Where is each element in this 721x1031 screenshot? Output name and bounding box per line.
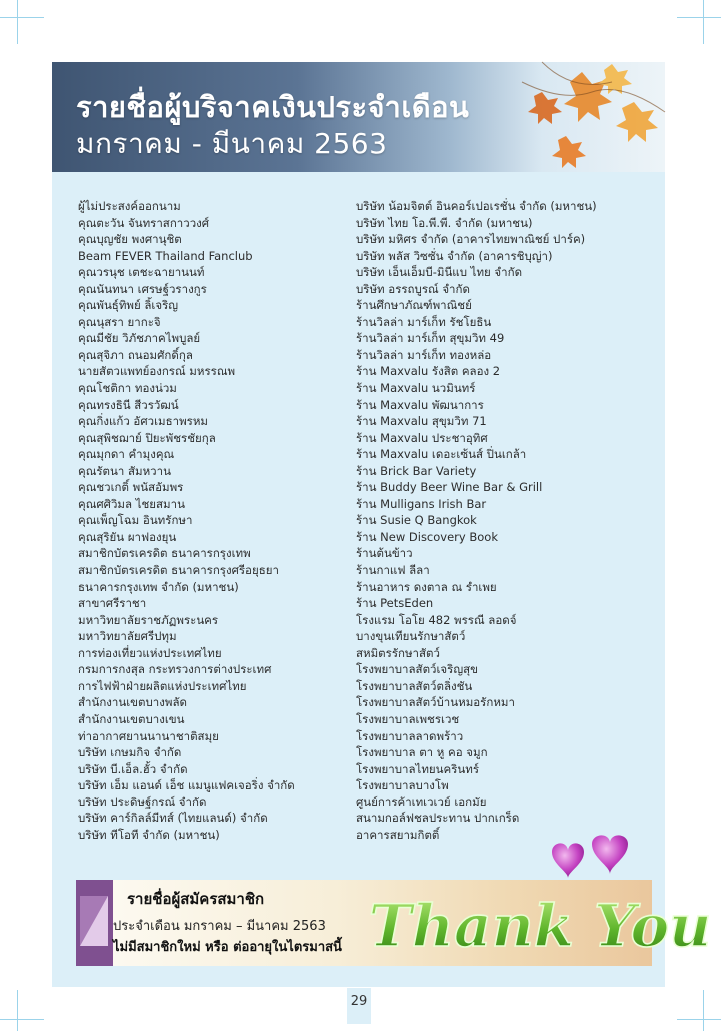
donor-item: คุณสุจิภา ถนอมศักดิ์กุล — [78, 347, 193, 362]
crop-mark-top-left-h — [0, 17, 44, 18]
donor-item: สหมิตรรักษาสัตว์ — [356, 645, 440, 660]
donor-item: ร้าน Maxvalu นวมินทร์ — [356, 381, 476, 396]
donor-item: คุณรัตนา สัมหวาน — [78, 463, 171, 478]
donor-item: ร้านต้นข้าว — [356, 546, 413, 561]
donor-list-left — [78, 198, 295, 843]
donor-list-right — [356, 198, 597, 843]
donor-item: โรงพยาบาลสัตว์ตลิ่งชัน — [356, 678, 473, 693]
members-period: ประจำเดือน มกราคม – มีนาคม 2563 — [113, 919, 326, 934]
donor-item: คุณนุสรา ยากะจิ — [78, 314, 161, 329]
donor-item: คุณศศิวิมล ไชยสมาน — [78, 496, 185, 511]
donor-item: บริษัท อรรถบูรณ์ จำกัด — [356, 281, 470, 296]
donor-item: อาคารสยามกิตติ์ — [356, 827, 440, 842]
donor-item: บริษัท ทีโอที จำกัด (มหาชน) — [78, 827, 220, 842]
donor-item: สมาชิกบัตรเครดิต ธนาคารกรุงเทพ — [78, 546, 251, 561]
donor-item: โรงพยาบาลบางโพ — [356, 778, 449, 793]
donor-item: คุณมุกดา คำมุงคุณ — [78, 447, 175, 462]
crop-mark-bottom-right-h — [677, 1019, 721, 1020]
donor-item: ร้าน Mulligans Irish Bar — [356, 496, 487, 511]
page-number: 29 — [350, 994, 368, 1009]
triangle-emblem-icon — [76, 880, 113, 966]
donor-item: คุณบุญชัย พงศานุชิต — [78, 232, 182, 247]
members-title: รายชื่อผู้สมัครสมาชิก — [127, 890, 265, 908]
donor-item: ร้าน New Discovery Book — [356, 529, 498, 544]
donor-item: คุณนันทนา เศรษฐ์วรางกูร — [78, 281, 207, 296]
donor-item: ธนาคารกรุงเทพ จำกัด (มหาชน) — [78, 579, 239, 594]
crop-mark-top-right-v — [703, 0, 704, 44]
donor-item: บริษัท เกษมกิจ จำกัด — [78, 745, 182, 760]
donor-item: บริษัท คาร์กิลล์มีทส์ (ไทยแลนด์) จำกัด — [78, 811, 268, 826]
donor-item: โรงพยาบาลเพชรเวช — [356, 711, 460, 726]
donor-item: คุณกิ่งแก้ว อัศวเมธาพรหม — [78, 414, 208, 429]
autumn-leaves-icon — [522, 62, 665, 172]
donor-item: สมาชิกบัตรเครดิต ธนาคารกรุงศรีอยุธยา — [78, 563, 279, 578]
donor-item: ร้านวิลล่า มาร์เก็ท สุขุมวิท 49 — [356, 331, 505, 346]
donor-item: ผู้ไม่ประสงค์ออกนาม — [78, 199, 181, 213]
donor-item: คุณชวเกติ์ พนัสอัมพร — [78, 480, 184, 495]
donor-item: คุณทรงธินี สีวรวัฒน์ — [78, 397, 179, 412]
donor-item: โรงแรม โอโย 482 พรรณี ลอดจ์ — [356, 612, 517, 627]
donor-item: โรงพยาบาล ตา หู คอ จมูก — [356, 745, 488, 760]
page-number-box — [347, 988, 371, 1024]
crop-mark-bottom-left-h — [0, 1019, 44, 1020]
donor-item: ท่าอากาศยานนานาชาติสมุย — [78, 728, 219, 743]
donor-item: คุณพันธุ์ทิพย์ ลิ้เจริญ — [78, 298, 179, 313]
donor-item: บริษัท พลัส วิซซั่น จำกัด (อาคารชิบุญ่า) — [356, 248, 553, 263]
donor-item: ร้าน Brick Bar Variety — [356, 463, 477, 478]
crop-mark-top-right-h — [677, 17, 721, 18]
crop-mark-top-left-v — [17, 0, 18, 44]
donor-item: บางขุนเทียนรักษาสัตว์ — [356, 629, 466, 644]
donor-item: สำนักงานเขตบางเขน — [78, 711, 185, 726]
page-title: รายชื่อผู้บริจาคเงินประจำเดือน — [76, 90, 470, 124]
donor-item: มหาวิทยาลัยราชภัฏพระนคร — [78, 612, 219, 627]
donor-item: โรงพยาบาลไทยนครินทร์ — [356, 761, 480, 776]
page-subtitle: มกราคม - มีนาคม 2563 — [76, 127, 388, 160]
donor-item: การไฟฟ้าฝ่ายผลิตแห่งประเทศไทย — [78, 678, 247, 693]
donor-item: โรงพยาบาลลาดพร้าว — [356, 728, 464, 743]
thank-you-text: Thank You — [368, 892, 712, 960]
donor-item: ร้าน Buddy Beer Wine Bar & Grill — [356, 480, 543, 495]
donor-item: ร้าน Susie Q Bangkok — [356, 513, 477, 528]
donor-item: บริษัท ไทย โอ.พี.พี. จำกัด (มหาชน) — [356, 215, 533, 230]
donor-item: มหาวิทยาลัยศรีปทุม — [78, 629, 177, 644]
donor-item: ร้าน Maxvalu ประชาอุทิศ — [356, 430, 488, 445]
donor-item: การท่องเที่ยวแห่งประเทศไทย — [78, 645, 222, 660]
donor-item: โรงพยาบาลสัตว์เจริญสุข — [356, 662, 479, 677]
donor-item: บริษัท มหิศร จำกัด (อาคารไทยพาณิชย์ ปาร์ค) — [356, 232, 586, 247]
donor-item: บริษัท น้อมจิตต์ อินคอร์เปอเรชั่น จำกัด (มหาชน) — [356, 199, 597, 213]
donor-item: คุณวรนุช เตชะฉายานนท์ — [78, 265, 205, 280]
donor-item: ร้านวิลล่า มาร์เก็ท ทองหล่อ — [356, 347, 492, 362]
donor-item: บริษัท บี.เอ็ล.ฮั้ว จำกัด — [78, 761, 188, 776]
donor-item: คุณโชติกา ทองน่วม — [78, 381, 177, 396]
donor-item: ร้าน Maxvalu สุขุมวิท 71 — [356, 414, 487, 429]
donor-item: บริษัท เอ็ม แอนด์ เอ็ช แมนูแฟคเจอริ่ง จำกัด — [78, 778, 295, 793]
donor-item: คุณตะวัน จันทราสกาววงศ์ — [78, 215, 210, 230]
donor-item: ศูนย์การค้าเทเวเวย์ เอกมัย — [356, 794, 487, 809]
donor-item: กรมการกงสุล กระทรวงการต่างประเทศ — [78, 662, 272, 677]
donor-item: คุณมีชัย วิภัชภาคไพบูลย์ — [78, 331, 201, 346]
donor-item: Beam FEVER Thailand Fanclub — [78, 248, 253, 263]
donor-item: ร้านศึกษาภัณฑ์พาณิชย์ — [356, 298, 472, 313]
thank-you-graphic — [368, 880, 712, 970]
donor-item: ร้านอาหาร ดงตาล ณ รำเพย — [356, 579, 497, 594]
donor-item: ร้าน Maxvalu รังสิต คลอง 2 — [356, 364, 501, 379]
hearts-icon — [532, 832, 642, 887]
donor-item: ร้าน Maxvalu เดอะเซ้นส์ ปิ่นเกล้า — [356, 447, 527, 462]
donor-item: ร้าน Maxvalu พัฒนาการ — [356, 397, 484, 412]
donor-item: สำนักงานเขตบางพลัด — [78, 695, 187, 710]
donor-item: คุณเพ็ญโฉม อินทรักษา — [78, 513, 193, 528]
crop-mark-bottom-left-v — [17, 990, 18, 1031]
donor-item: ร้านกาแฟ ลีลา — [356, 563, 430, 578]
donor-item: สาขาศรีราชา — [78, 596, 147, 611]
donor-item: บริษัท ประดิษฐ์กรณ์ จำกัด — [78, 794, 207, 809]
donor-item: บริษัท เอ็นเอ็มบี-มินีแบ ไทย จำกัด — [356, 265, 523, 280]
donor-item: ร้านวิลล่า มาร์เก็ท รัชโยธิน — [356, 314, 492, 329]
members-note: ไม่มีสมาชิกใหม่ หรือ ต่ออายุในไตรมาสนี้ — [113, 940, 342, 955]
page-header — [52, 62, 665, 172]
donor-item: นายสัตวแพทย์องกรณ์ มหรรณพ — [78, 364, 236, 379]
donor-item: ร้าน PetsEden — [356, 596, 434, 611]
donor-item: โรงพยาบาลสัตว์บ้านหมอรักหมา — [356, 695, 515, 710]
donor-item: คุณสุริยัน ผาฟองยุน — [78, 529, 177, 544]
crop-mark-bottom-right-v — [703, 990, 704, 1031]
donor-item: สนามกอล์ฟชลประทาน ปากเกร็ด — [356, 811, 520, 826]
donor-item: คุณสุพิชฌาย์ ปิยะพัชรชัยกุล — [78, 430, 216, 445]
